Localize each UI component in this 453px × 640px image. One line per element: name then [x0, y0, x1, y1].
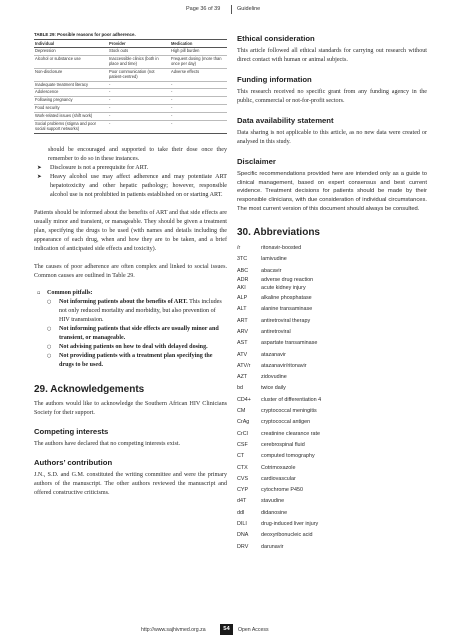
list-item	[34, 173, 227, 200]
table-cell: Depression	[34, 48, 108, 56]
table-cell: Food security	[34, 105, 108, 113]
abbreviation-meaning: darunavir	[261, 543, 284, 550]
table-row	[34, 113, 227, 121]
abbreviation-meaning: ritonavir-boosted	[261, 245, 302, 252]
abbreviation-meaning: aspartate transaminase	[261, 340, 318, 347]
column-header: Individual	[34, 40, 108, 48]
authors-contribution-heading: Authors’ contribution	[34, 458, 113, 468]
abbreviation: ADR	[237, 277, 249, 284]
table-cell: -	[170, 97, 227, 105]
pitfall-item	[34, 298, 227, 325]
abbreviation: /r	[237, 245, 241, 252]
data-availability-heading: Data availability statement	[237, 116, 334, 126]
column-header: Provider	[108, 40, 170, 48]
abbreviation-row	[237, 417, 321, 428]
abbreviation-row	[237, 507, 321, 518]
table-cell: Poor communication (not patient-centred)	[108, 68, 170, 81]
abbreviation-row	[237, 292, 321, 303]
abbreviation-row	[237, 473, 321, 484]
table-cell: Non-disclosure	[34, 68, 108, 81]
abbreviation: ART	[237, 317, 248, 324]
table-cell: High pill burden	[170, 48, 227, 56]
journal-link[interactable]: http://www.sajhivmed.org.za	[141, 627, 206, 633]
abbreviation-row	[237, 372, 321, 383]
circle-bullet-icon: ○	[47, 298, 52, 305]
abbreviation-row	[237, 326, 321, 337]
abbreviation-row	[237, 276, 321, 284]
abbreviation: ATV	[237, 351, 248, 358]
section-label: Guideline	[237, 6, 261, 12]
abbreviation-row	[237, 405, 321, 416]
square-bullet-icon: ▫	[37, 289, 41, 296]
pitfall-text: This includes not only reduced mortality and morbidity, but also prevention of HIV transmission.	[59, 299, 222, 324]
abbreviation-row	[237, 254, 321, 265]
pitfalls-title: Common pitfalls:	[47, 290, 93, 297]
abbreviation-meaning: cluster of differentiation 4	[261, 396, 322, 403]
list-item	[34, 164, 227, 173]
table-cell: Stock outs	[108, 48, 170, 56]
pitfalls-box	[34, 289, 227, 370]
abbreviation-row	[237, 394, 321, 405]
paragraph: The causes of poor adherence are often complex and linked to social issues. Common causes are outlined in Table 29.	[34, 264, 227, 280]
abbreviation-row	[237, 530, 321, 541]
table-cell: -	[170, 113, 227, 121]
abbreviation-row	[237, 541, 321, 552]
abbreviation-meaning: twice daily	[261, 385, 286, 392]
abbreviation-row	[237, 496, 321, 507]
abbreviation-meaning: cryptococcal antigen	[261, 419, 311, 426]
abbreviation-meaning: cerebrospinal fluid	[261, 441, 305, 448]
abbreviation-meaning: drug-induced liver injury	[261, 521, 319, 527]
page-count: Page 36 of 39	[186, 6, 221, 12]
abbreviation-meaning: lamivudine	[261, 256, 287, 263]
list-item-text: Heavy alcohol use may affect adherence and may potentiate ART hepatotoxicity and other hepatic pathology; however, responsible alcohol use is not prohibited in patients established on or starting ART.	[50, 173, 227, 198]
abbreviation-row	[237, 349, 321, 360]
abbreviation-meaning: stavudine	[261, 498, 285, 505]
table-cell: -	[108, 113, 170, 121]
open-access-label: Open Access	[238, 627, 269, 633]
abbreviation-meaning: Cotrimoxazole	[261, 464, 296, 471]
header-divider	[231, 5, 232, 14]
abbreviation: CYP	[237, 487, 249, 494]
abbreviation-meaning: atazanavir	[261, 351, 286, 358]
arrow-bullet-icon: ➤	[37, 164, 42, 171]
abbreviation: bd	[237, 385, 243, 392]
abbreviation-row	[237, 383, 321, 394]
abbreviation: 3TC	[237, 256, 248, 263]
abbreviation: AST	[237, 340, 248, 347]
abbreviation-meaning: adverse drug reaction	[261, 277, 314, 284]
table-cell: Adverse effects	[170, 68, 227, 81]
pitfall-item	[34, 325, 227, 343]
page-header	[0, 6, 453, 16]
abbreviation-meaning: abacavir	[261, 267, 282, 274]
table-cell: Alcohol or substance use	[34, 55, 108, 68]
right-column	[237, 32, 427, 552]
abbreviations-heading: 30. Abbreviations	[237, 226, 320, 238]
arrow-bullet-icon: ➤	[37, 173, 42, 180]
page-number: 54	[220, 624, 233, 635]
abbreviation-meaning: didanosine	[261, 509, 288, 516]
abbreviation: CSF	[237, 441, 248, 448]
abbreviation-meaning: cardiovascular	[261, 475, 296, 482]
competing-interests-text: The authors have declared that no competing interests exist.	[34, 441, 181, 448]
bullet-list	[34, 164, 227, 200]
circle-bullet-icon: ○	[47, 325, 52, 332]
abbreviation-row	[237, 265, 321, 276]
abbreviation: CD4+	[237, 396, 251, 403]
pitfalls-title-item	[34, 289, 227, 298]
abbreviation: ABC	[237, 267, 249, 274]
abbreviation-meaning: computed tomography	[261, 453, 315, 460]
circle-bullet-icon: ○	[47, 343, 52, 350]
abbreviation: ARV	[237, 328, 248, 335]
disclaimer-heading: Disclaimer	[237, 157, 276, 167]
list-item-text: Disclosure is not a prerequisite for ART.	[50, 164, 149, 171]
table-cell: -	[108, 89, 170, 97]
abbreviation: DRV	[237, 543, 249, 550]
abbreviation-row	[237, 428, 321, 439]
abbreviation: CT	[237, 453, 245, 460]
table-cell: -	[108, 121, 170, 134]
pitfall-bold: Not advising patients on how to deal with delayed dosing.	[59, 344, 208, 351]
abbreviation: CVS	[237, 475, 249, 482]
pitfall-item	[34, 352, 227, 370]
abbreviation-meaning: creatinine clearance rate	[261, 430, 321, 437]
abbreviation: ALT	[237, 306, 247, 313]
abbreviation: CTX	[237, 464, 248, 471]
left-column	[34, 32, 227, 498]
abbreviation: ATV/r	[237, 362, 251, 369]
table-cell: -	[108, 97, 170, 105]
table-row	[34, 97, 227, 105]
table-cell: -	[108, 81, 170, 89]
abbreviation: ALP	[237, 295, 248, 302]
abbreviation-meaning: cryptococcal meningitis	[261, 408, 317, 415]
abbreviation: CrCl	[237, 430, 248, 437]
abbreviation-row	[237, 315, 321, 326]
table-row	[34, 121, 227, 134]
table-row	[34, 48, 227, 56]
table-row	[34, 81, 227, 89]
column-header: Medication	[170, 40, 227, 48]
abbreviation-meaning: antiretroviral therapy	[261, 317, 311, 324]
abbreviation-meaning: antiretroviral	[261, 328, 291, 335]
abbreviation-row	[237, 338, 321, 349]
competing-interests-heading: Competing interests	[34, 427, 109, 437]
table-row	[34, 55, 227, 68]
intro-continued: should be encouraged and supported to take their dose once they remember to do so in these instances.	[48, 146, 227, 162]
abbreviation-row	[237, 360, 321, 371]
table-cell: Inaccessible clinics (both in place and time)	[108, 55, 170, 68]
abbreviation-meaning: atazanavir/ritonavir	[261, 362, 307, 369]
table-row	[34, 68, 227, 81]
funding-heading: Funding information	[237, 75, 312, 85]
page-footer	[0, 624, 453, 636]
abbreviation-meaning: deoxyribonucleic acid	[261, 532, 313, 539]
table-cell: Adolescence	[34, 89, 108, 97]
reasons-table	[34, 39, 227, 134]
abbreviation: AZT	[237, 374, 248, 381]
table-row	[34, 105, 227, 113]
circle-bullet-icon: ○	[47, 352, 52, 359]
abbreviation-row	[237, 304, 321, 315]
abbreviation: DNA	[237, 532, 249, 539]
authors-contribution-text: J.N., S.D. and G.M. constituted the writing committee and were the primary authors of the manuscript. The other authors reviewed the manuscript and offered constructive criticisms.	[34, 472, 227, 497]
table-cell: Inadequate treatment literacy	[34, 81, 108, 89]
abbreviations-table	[237, 243, 321, 553]
paragraph: Patients should be informed about the benefits of ART and that side effects are usually minor and transient, or manageable. They should be given a treatment plan, specifying the drugs to be used (with names and details including the appearance of each drug, when and how they are to be taken, and a brief indication of anticipated side effects and toxicity).	[34, 209, 227, 253]
abbreviation-row	[237, 484, 321, 495]
abbreviation-meaning: cytochrome P450	[261, 487, 303, 494]
ethics-heading: Ethical consideration	[237, 34, 315, 43]
disclaimer-text: Specific recommendations provided here are intended only as a guide to clinical management, based on expert consensus and best current evidence. Treatment decisions for patients should be made by their responsible clinicians, with due consideration of individual circumstances. The most current version of this document should always be consulted.	[237, 171, 427, 212]
table-cell: Following pregnancy	[34, 97, 108, 105]
pitfall-bold: Not informing patients that side effects are usually minor and transient, or manageable.	[59, 326, 219, 342]
abbreviation-meaning: zidovudine	[261, 374, 287, 381]
table-cell: Frequent dosing (more than once per day)	[170, 55, 227, 68]
abbreviation: CrAg	[237, 419, 250, 426]
table-row	[34, 89, 227, 97]
table-cell: -	[170, 89, 227, 97]
pitfall-item	[34, 343, 227, 352]
acknowledgements-text: The authors would like to acknowledge the Southern African HIV Clinicians Society for their support.	[34, 401, 227, 417]
abbreviation-row	[237, 462, 321, 473]
abbreviation-meaning: alkaline phosphatase	[261, 295, 312, 302]
abbreviation-row	[237, 284, 321, 292]
pitfall-bold: Not providing patients with a treatment plan specifying the drugs to be used.	[59, 353, 213, 369]
abbreviation: d4T	[237, 498, 247, 505]
pitfall-bold: Not informing patients about the benefits of ART.	[59, 299, 188, 306]
abbreviation: AKI	[237, 285, 246, 292]
abbreviation-meaning: alanine transaminase	[261, 306, 313, 313]
abbreviation: DILI	[237, 521, 247, 527]
abbreviation-row	[237, 243, 321, 254]
table-cell: -	[170, 121, 227, 134]
abbreviation-meaning: acute kidney injury	[261, 285, 306, 292]
table-cell: -	[170, 105, 227, 113]
data-availability-text: Data sharing is not applicable to this article, as no new data were created or analysed in this study.	[237, 130, 427, 146]
table-cell: Work-related issues (shift work)	[34, 113, 108, 121]
abbreviation-row	[237, 451, 321, 462]
abbreviation: ddI	[237, 509, 245, 516]
table-cell: Social problems (stigma and poor social support networks)	[34, 121, 108, 134]
table-cell: -	[170, 81, 227, 89]
abbreviation-row	[237, 439, 321, 450]
abbreviation-row	[237, 518, 321, 529]
table-title: TABLE 29: Possible reasons for poor adherence.	[34, 32, 136, 37]
table-cell: -	[108, 105, 170, 113]
funding-text: This research received no specific grant from any funding agency in the public, commercial or not-for-profit sectors.	[237, 89, 427, 105]
abbreviation: CM	[237, 408, 246, 415]
ethics-text: This article followed all ethical standards for carrying out research without direct contact with human or animal subjects.	[237, 48, 427, 64]
acknowledgements-heading: 29. Acknowledgements	[34, 384, 145, 396]
